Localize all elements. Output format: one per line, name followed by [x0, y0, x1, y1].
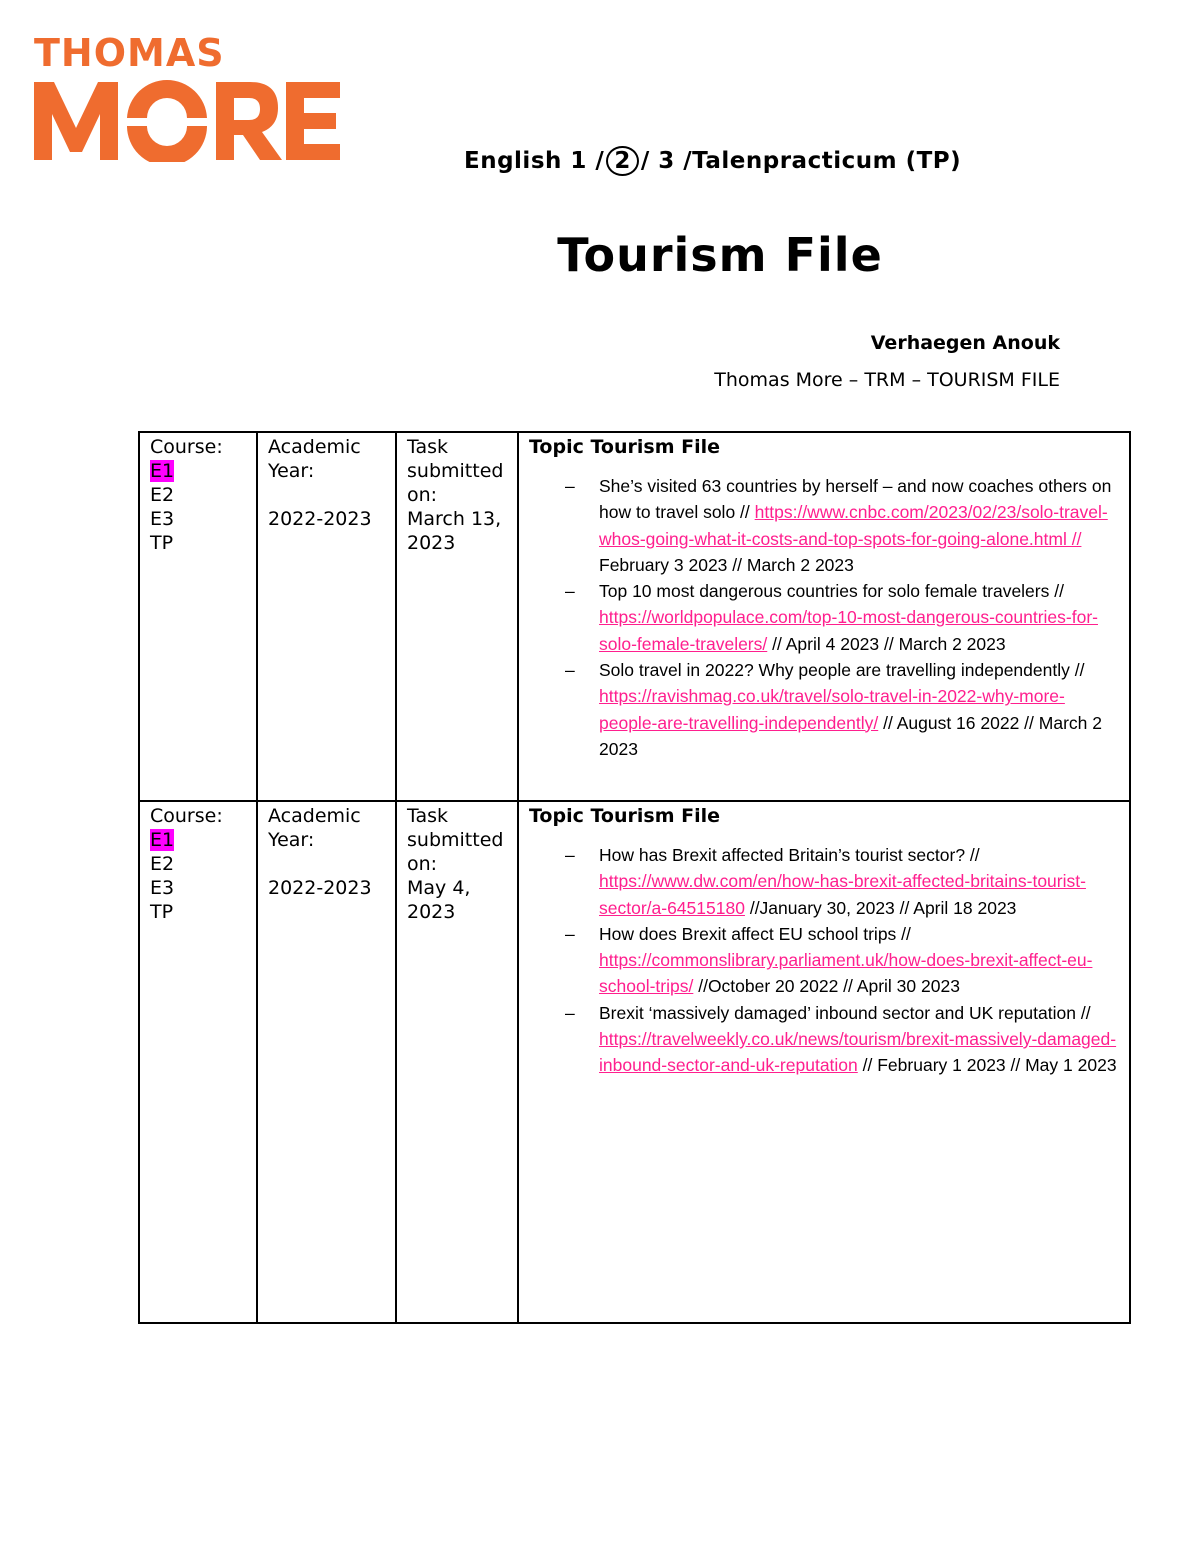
topic-heading: Topic Tourism File	[529, 436, 720, 458]
task-submitted-cell	[396, 801, 518, 1323]
topic-cell	[518, 801, 1130, 1323]
author-name: Verhaegen Anouk	[870, 332, 1060, 354]
source-title: She’s visited 63 countries by herself – and now coaches others on how to travel solo //	[599, 476, 1112, 523]
course-label: Course:	[150, 436, 223, 458]
source-link[interactable]: https://ravishmag.co.uk/travel/solo-travel-in-2022-why-more-people-are-travelling-independently/	[599, 686, 1065, 733]
course-option-highlighted: E1	[150, 460, 175, 482]
course-option: E2	[150, 484, 175, 506]
thomas-more-logo	[32, 31, 342, 164]
source-dates: // February 1 2023 // May 1 2023	[862, 1055, 1117, 1076]
list-item	[529, 657, 1119, 762]
logo-more-wordmark	[32, 78, 344, 162]
list-item	[529, 842, 1119, 921]
logo-text-top: THOMAS	[34, 31, 225, 75]
academic-year-label: Academic Year:	[268, 436, 361, 482]
document-subtitle: Thomas More – TRM – TOURISM FILE	[714, 369, 1060, 391]
source-title: Top 10 most dangerous countries for solo female travelers //	[599, 581, 1064, 602]
source-list	[529, 473, 1119, 762]
source-title: How does Brexit affect EU school trips //	[599, 923, 911, 944]
source-dates: // August 16 2022 // March 2 2023	[599, 712, 1102, 759]
academic-year-cell	[257, 432, 396, 801]
source-title: How has Brexit affected Britain’s tourist sector? //	[599, 845, 980, 865]
task-submitted-cell	[396, 432, 518, 801]
source-link[interactable]: https://worldpopulace.com/top-10-most-dangerous-countries-for-solo-female-travelers/	[599, 607, 1098, 654]
task-submitted-label: Task submitted on:	[407, 805, 504, 875]
task-submitted-date: March 13, 2023	[407, 508, 502, 554]
source-dates: //January 30, 2023 // April 18 2023	[749, 897, 1017, 918]
course-suffix: / 3 /Talenpracticum (TP)	[640, 148, 962, 174]
course-option: TP	[150, 532, 174, 554]
course-prefix: English 1 /	[464, 148, 605, 174]
course-cell	[139, 432, 257, 801]
source-link[interactable]: https://commonslibrary.parliament.uk/how-does-brexit-affect-eu-school-trips/	[599, 950, 1093, 997]
task-submitted-label: Task submitted on:	[407, 436, 504, 506]
topic-cell	[518, 432, 1130, 801]
topic-heading: Topic Tourism File	[529, 805, 720, 827]
course-option-highlighted: E1	[150, 829, 175, 851]
list-item	[529, 921, 1119, 1000]
list-item	[529, 473, 1119, 578]
source-dates: //October 20 2022 // April 30 2023	[698, 976, 960, 997]
source-link[interactable]: https://travelweekly.co.uk/news/tourism/brexit-massively-damaged-inbound-sector-and-uk-reputation	[599, 1029, 1117, 1076]
course-label: Course:	[150, 805, 223, 827]
academic-year-label: Academic Year:	[268, 805, 361, 851]
task-submitted-date: May 4, 2023	[407, 877, 471, 923]
course-cell	[139, 801, 257, 1323]
page-title: Tourism File	[557, 228, 883, 282]
list-item	[529, 578, 1119, 657]
source-dates: February 3 2023 // March 2 2023	[599, 554, 854, 575]
tourism-file-table	[138, 431, 1131, 1324]
source-link[interactable]: https://www.cnbc.com/2023/02/23/solo-travel-whos-going-what-it-costs-and-top-spots-for-going-alone.html //	[599, 502, 1108, 549]
list-item	[529, 1000, 1119, 1079]
course-option: E2	[150, 853, 175, 875]
source-list	[529, 842, 1119, 1079]
course-option: E3	[150, 508, 175, 530]
course-option: TP	[150, 901, 174, 923]
table-row	[139, 801, 1130, 1323]
selected-course-circle: 2	[606, 146, 639, 176]
course-option: E3	[150, 877, 175, 899]
table-row	[139, 432, 1130, 801]
academic-year-cell	[257, 801, 396, 1323]
academic-year-value: 2022-2023	[268, 508, 372, 530]
source-dates: // April 4 2023 // March 2 2023	[772, 633, 1006, 654]
source-title: Solo travel in 2022? Why people are travelling independently //	[599, 660, 1085, 681]
source-link[interactable]: https://www.dw.com/en/how-has-brexit-affected-britains-tourist-sector/a-64515180	[599, 871, 1086, 918]
course-selector-line	[464, 146, 961, 176]
source-title: Brexit ‘massively damaged’ inbound sector and UK reputation //	[599, 1002, 1091, 1023]
academic-year-value: 2022-2023	[268, 877, 372, 899]
